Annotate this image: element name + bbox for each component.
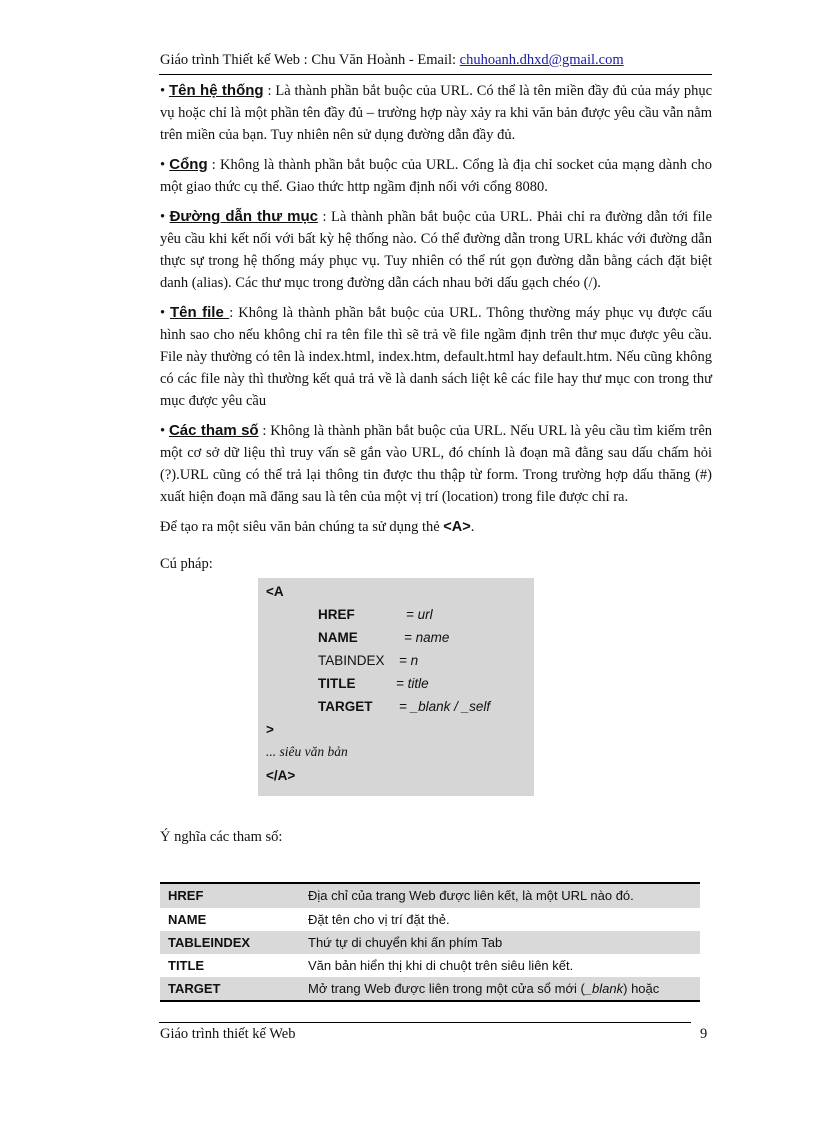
params-label: Ý nghĩa các tham số: [160, 829, 283, 845]
code-attr-value: = title [396, 676, 429, 691]
param-name: HREF [168, 888, 204, 903]
intro-end: . [470, 519, 475, 535]
syntax-code-box [258, 578, 534, 796]
code-attr-row [266, 697, 526, 717]
term-label: Đường dẫn thư mục [169, 208, 318, 225]
code-attr-value: = name [404, 630, 450, 645]
code-attr-value: = _blank / _self [399, 699, 491, 714]
paragraph-intro [160, 516, 712, 538]
term-label: Tên file [170, 304, 230, 321]
param-desc: Thứ tự di chuyển khi ấn phím Tab [308, 935, 503, 950]
param-desc [308, 977, 700, 1000]
header-rule [159, 74, 712, 75]
table-row [160, 884, 700, 908]
paragraph-system-name: • Tên hệ thống : Là thành phần bắt buộc của URL. Có thể là tên miền đầy đủ của máy phục vụ hoặc chỉ là một phần tên đầy đủ – trường hợp này xảy ra khi văn bản được yêu cầu vẫn nằm trên miền của bạn. Tuy nhiên nên sử dụng đường dẫn đầy đủ. [160, 82, 713, 143]
param-desc: Đặt tên cho vị trí đặt thẻ. [308, 912, 450, 927]
code-attr-name: TARGET [318, 699, 373, 714]
paragraph-directory-path: • Đường dẫn thư mục : Là thành phần bắt buộc của URL. Phải chỉ ra đường dẫn tới file yêu cầu khi kết nối với bất kỳ hệ thống nào. Có thể đường dẫn trong URL khác với đường dẫn thực sự trong hệ thống máy phục vụ. Tuy nhiên có thể rút gọn đường dẫn bằng cách đặt biệt danh (alias). Các thư mục trong đường dẫn cách nhau bởi dấu gạch chéo (/). [160, 208, 713, 291]
param-desc-part: Mở trang Web được liên trong một cửa sổ mới ( [308, 981, 585, 996]
params-table [160, 882, 700, 1002]
term-label: Các tham số [168, 422, 259, 439]
code-attr-name: HREF [318, 607, 355, 622]
code-attr-row [266, 674, 526, 694]
paragraph-text: : Là thành phần bắt buộc của URL. Phải chỉ ra đường dẫn tới file yêu cầu khi kết nối với bất kỳ hệ thống nào. Có thể đường dẫn trong URL khác với đường dẫn thực sự trong hệ thống máy phục vụ. Tuy nhiên có thể rút gọn đường dẫn bằng cách đặt biệt danh (alias). Các thư mục trong đường dẫn cách nhau bởi dấu gạch chéo (/). [160, 209, 713, 291]
code-close-tag: </A> [266, 768, 296, 783]
table-row [160, 908, 700, 931]
header-email-link[interactable]: chuhoanh.dhxd@gmail.com [459, 52, 624, 68]
paragraph-text: : Không là thành phần bắt buộc của URL. Cổng là địa chỉ socket của mạng dành cho một giao thức cụ thể. Giao thức http ngầm định nối với cổng 8080. [160, 157, 713, 195]
code-attr-row [266, 651, 526, 671]
footer-title: Giáo trình thiết kế Web [160, 1026, 296, 1042]
term-label: Tên hệ thống [168, 82, 264, 99]
param-name: TITLE [168, 958, 205, 973]
code-gt: > [266, 722, 274, 737]
code-attr-value: = url [406, 607, 433, 622]
code-attr-row [266, 605, 526, 625]
code-attr-name: NAME [318, 630, 358, 645]
param-name: NAME [168, 912, 207, 927]
paragraph-file-name: • Tên file : Không là thành phần bắt buộc của URL. Thông thường máy phục vụ được cấu hình sao cho nếu không chỉ ra tên file thì sẽ trả về file ngầm định trên thư mục được yêu cầu. File này thường có tên là index.html, index.htm, default.html hay default.htm. Nếu cũng không có các file này thì thường kết quả trả về là danh sách liệt kê các file hay thư mục con trong thư mục được yêu cầu [160, 304, 712, 409]
paragraph-text: : Không là thành phần bắt buộc của URL. Nếu URL là yêu cầu tìm kiếm trên một cơ sở dữ liệu thì truy vấn sẽ gắn vào URL, đó chính là đoạn mã đằng sau dấu chấm hỏi (?).URL cũng có thể trả lại thông tin được thu thập từ form. Trong trường hợp dấu thăng (#) xuất hiện đoạn mã đăng sau là tên của một vị trí (location) trong file được chỉ ra. [160, 423, 712, 505]
intro-tag: <A> [443, 519, 471, 535]
code-attr-row [266, 628, 526, 648]
table-row [160, 977, 700, 1000]
code-attr-name: TABINDEX [318, 653, 385, 668]
table-row [160, 954, 700, 977]
param-desc: Văn bản hiển thị khi di chuột trên siêu liên kết. [308, 958, 574, 973]
body-content [160, 80, 712, 546]
param-desc: Địa chỉ của trang Web được liên kết, là một URL nào đó. [308, 888, 634, 903]
page-number: 9 [700, 1026, 708, 1042]
footer-rule [159, 1022, 691, 1023]
code-body: ... siêu văn bản [266, 744, 348, 759]
code-attr-value: = n [399, 653, 419, 668]
paragraph-text: : Là thành phần bắt buộc của URL. Có thể là tên miền đầy đủ của máy phục vụ hoặc chỉ là một phần tên đầy đủ – trường hợp này xảy ra khi văn bản được yêu cầu vẫn nằm trên miền của bạn. Tuy nhiên nên sử dụng đường dẫn đầy đủ. [160, 83, 713, 143]
paragraph-text: : Không là thành phần bắt buộc của URL. Thông thường máy phục vụ được cấu hình sao cho nếu không chỉ ra tên file thì sẽ trả về file ngầm định trên thư mục được yêu cầu. File này thường có tên là index.html, index.htm, default.html hay default.htm. Nếu cũng không có các file này thì thường kết quả trả về là danh sách liệt kê các file hay thư mục con trong thư mục được yêu cầu [160, 305, 712, 409]
syntax-label: Cú pháp: [160, 556, 213, 572]
header-title: Giáo trình Thiết kế Web : Chu Văn Hoành - Email: [160, 52, 460, 68]
page-header [160, 52, 712, 69]
term-label: Cổng [169, 156, 208, 173]
paragraph-parameters: • Các tham số : Không là thành phần bắt buộc của URL. Nếu URL là yêu cầu tìm kiếm trên một cơ sở dữ liệu thì truy vấn sẽ gắn vào URL, đó chính là đoạn mã đằng sau dấu chấm hỏi (?).URL cũng có thể trả lại thông tin được thu thập từ form. Trong trường hợp dấu thăng (#) xuất hiện đoạn mã đăng sau là tên của một vị trí (location) trong file được chỉ ra. [160, 422, 712, 505]
table-row [160, 931, 700, 954]
param-name: TABLEINDEX [168, 935, 251, 950]
param-desc-part: ) hoặc [623, 981, 660, 996]
paragraph-port: • Cổng : Không là thành phần bắt buộc của URL. Cổng là địa chỉ socket của mạng dành cho một giao thức cụ thể. Giao thức http ngầm định nối với cổng 8080. [160, 156, 713, 195]
intro-text: Để tạo ra một siêu văn bản chúng ta sử dụng thẻ [160, 519, 444, 535]
code-attr-name: TITLE [318, 676, 356, 691]
param-desc-emphasis: _blank [584, 981, 624, 996]
code-open-tag: <A [266, 584, 284, 599]
param-name: TARGET [168, 981, 221, 996]
